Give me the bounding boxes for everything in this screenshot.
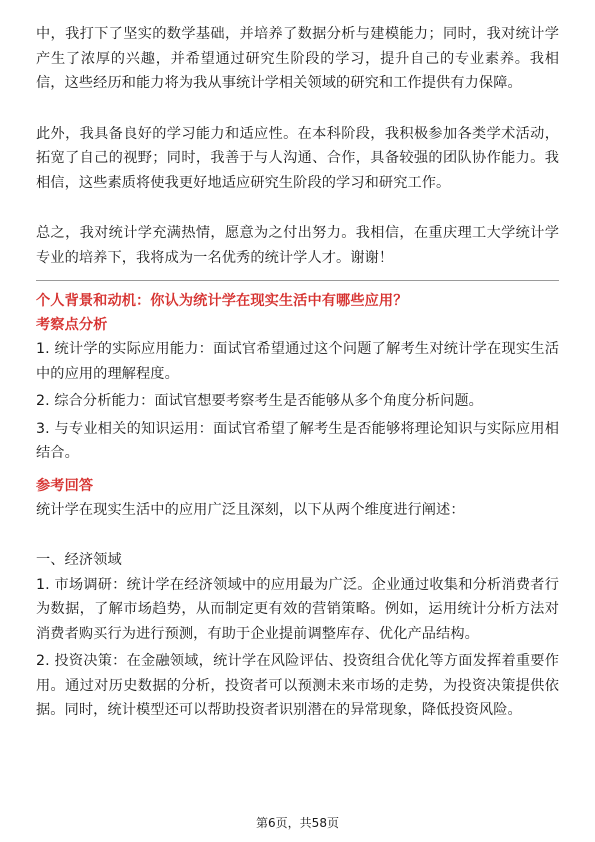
page-number: 第6页，共58页 [256,816,339,830]
answer-intro: 统计学在现实生活中的应用广泛且深刻，以下从两个维度进行阐述： [36,501,465,518]
analysis-heading: 考察点分析 [36,317,108,333]
analysis-item-3: 3. 与专业相关的知识运用：面试官希望了解考生是否能够将理论知识与实际应用相结合。 [36,420,559,461]
section-divider [36,280,559,281]
section-1-title: 一、经济领域 [36,552,122,568]
section-1-item-2: 2. 投资决策：在金融领域，统计学在风险评估、投资组合优化等方面发挥着重要作用。通过对历史数据的分析，投资者可以预测未来市场的走势，为投资决策提供依据。同时，统计模型还可以帮助投资者识别潜在的异常现象，降低投资风险。 [36,653,559,718]
intro-paragraph-1: 中，我打下了坚实的数学基础，并培养了数据分析与建模能力；同时，我对统计学产生了浓厚的兴趣，并希望通过研究生阶段的学习，提升自己的专业素养。我相信，这些经历和能力将为我从事统计学相关领域的研究和工作提供有力保障。 [36,26,559,91]
question-title: 个人背景和动机：你认为统计学在现实生活中有哪些应用？ [36,293,408,309]
document-page [36,22,559,726]
analysis-item-1: 1. 统计学的实际应用能力：面试官希望通过这个问题了解考生对统计学在现实生活中的应用的理解程度。 [36,341,559,382]
intro-paragraph-2: 此外，我具备良好的学习能力和适应性。在本科阶段，我积极参加各类学术活动，拓宽了自己的视野；同时，我善于与人沟通、合作，具备较强的团队协作能力。我相信，这些素质将使我更好地适应研究生阶段的学习和研究工作。 [36,125,559,191]
intro-paragraph-3: 总之，我对统计学充满热情，愿意为之付出努力。我相信，在重庆理工大学统计学专业的培养下，我将成为一名优秀的统计学人才。谢谢！ [36,225,559,266]
section-1-item-1: 1. 市场调研：统计学在经济领域中的应用最为广泛。企业通过收集和分析消费者行为数据，了解市场趋势，从而制定更有效的营销策略。例如，运用统计分析方法对消费者购买行为进行预测，有助于企业提前调整库存、优化产品结构。 [36,576,559,642]
analysis-item-2: 2. 综合分析能力：面试官想要考察考生是否能够从多个角度分析问题。 [36,393,483,409]
answer-heading: 参考回答 [36,477,94,494]
